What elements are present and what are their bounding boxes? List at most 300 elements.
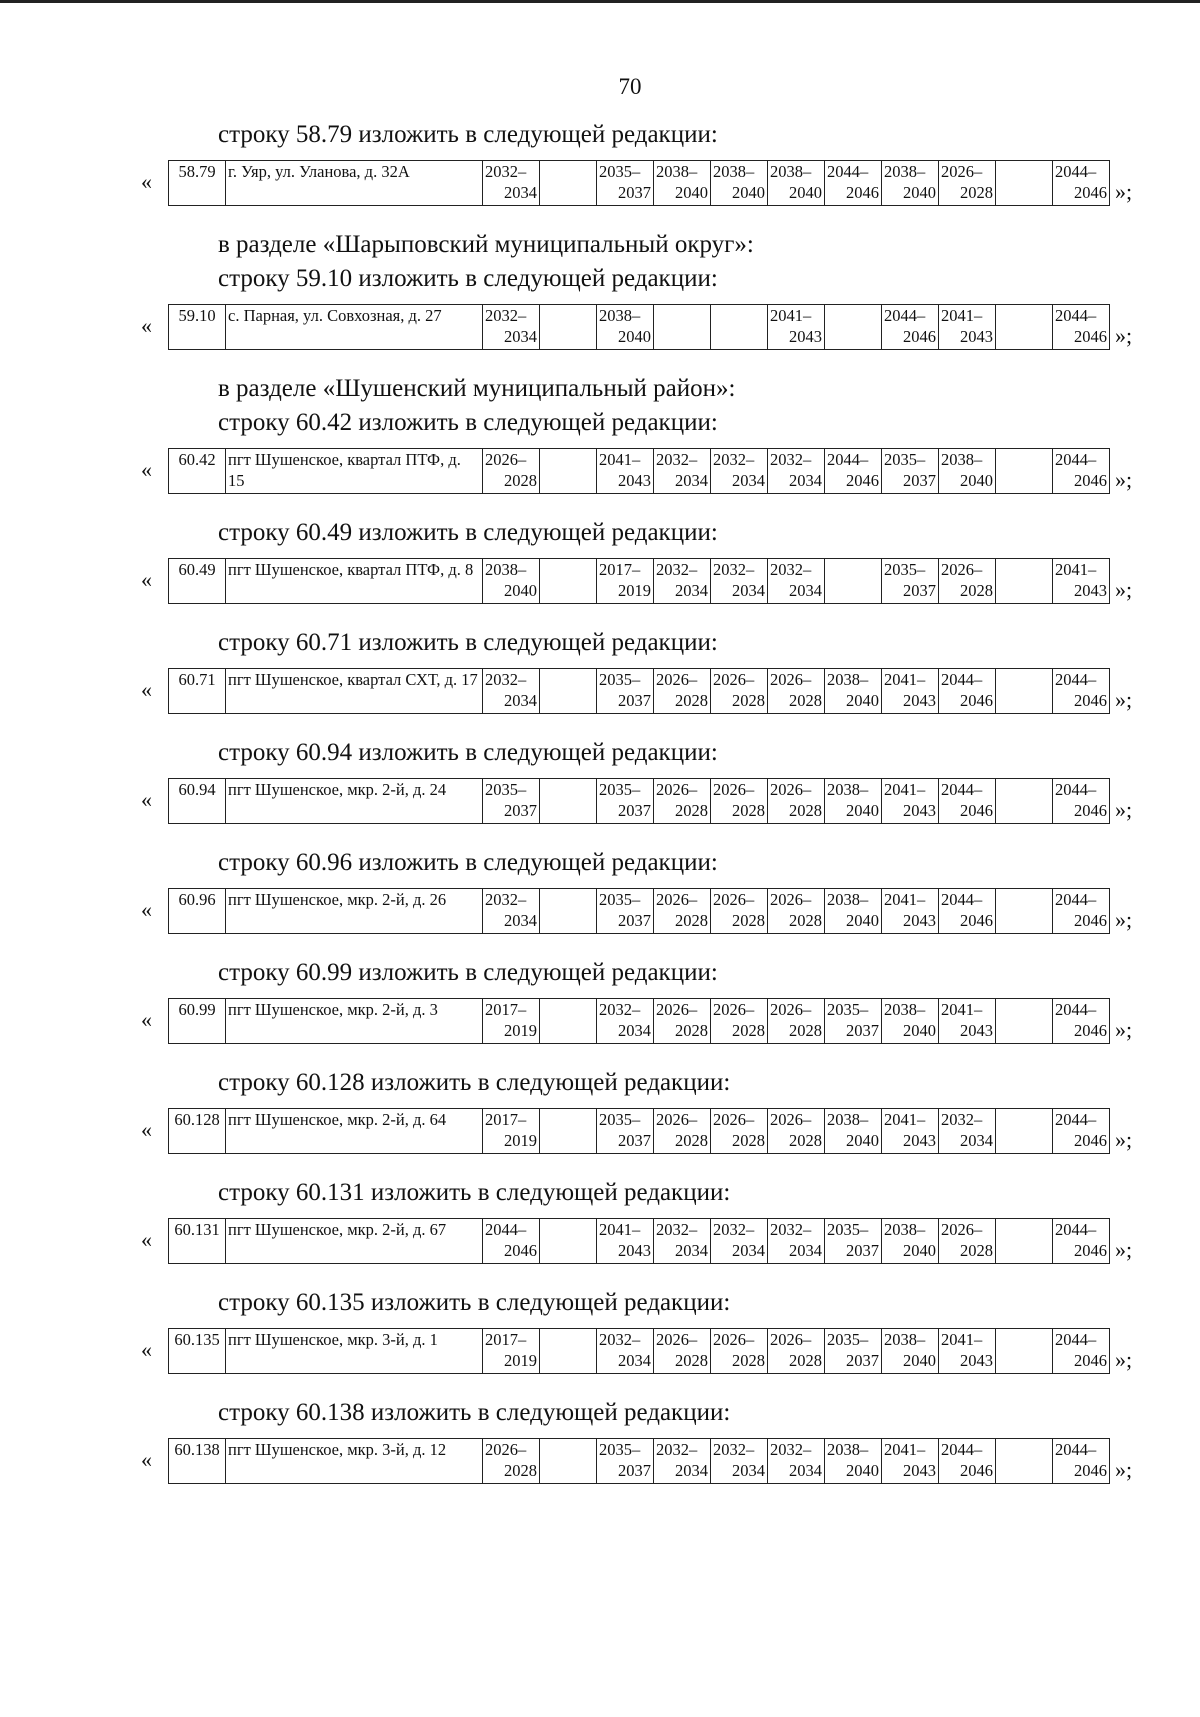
- period-cell: [768, 1329, 825, 1374]
- period-start: 2041–: [770, 306, 812, 325]
- amendment-row: [0, 1218, 1200, 1264]
- period-start: 2044–: [941, 780, 983, 799]
- period-end: 2034: [618, 1021, 651, 1040]
- period-end: 2037: [903, 581, 936, 600]
- period-start: 2041–: [941, 1000, 983, 1019]
- period-start: 2041–: [941, 1330, 983, 1349]
- period-cell: [711, 669, 768, 714]
- period-end: 2046: [1074, 1241, 1107, 1260]
- amendment-heading: строку 60.135 изложить в следующей редакции:: [218, 1289, 731, 1316]
- amendment-section: [0, 626, 1200, 714]
- opening-quote: «: [141, 1007, 152, 1032]
- period-cell: [882, 1439, 939, 1484]
- period-end: 2040: [618, 327, 651, 346]
- period-cell: [540, 779, 597, 824]
- period-cell: [711, 889, 768, 934]
- record-table: [168, 558, 1110, 604]
- period-end: 2034: [675, 1461, 708, 1480]
- record-number: 60.94: [169, 779, 226, 824]
- period-cell: [711, 305, 768, 350]
- period-end: 2028: [504, 471, 537, 490]
- period-cell: [483, 1329, 540, 1374]
- period-end: 2028: [789, 1351, 822, 1370]
- period-end: 2046: [1074, 1351, 1107, 1370]
- period-start: 2038–: [485, 560, 527, 579]
- period-start: 2026–: [656, 1330, 698, 1349]
- period-cell: [711, 779, 768, 824]
- period-cell: [882, 669, 939, 714]
- period-end: 2046: [1074, 691, 1107, 710]
- period-end: 2028: [504, 1461, 537, 1480]
- closing-quote: »;: [1115, 1347, 1133, 1372]
- period-cell: [540, 1329, 597, 1374]
- period-end: 2034: [789, 471, 822, 490]
- period-start: 2035–: [884, 560, 926, 579]
- period-start: 2026–: [713, 890, 755, 909]
- period-end: 2046: [504, 1241, 537, 1260]
- period-start: 2041–: [599, 1220, 641, 1239]
- closing-quote: »;: [1115, 467, 1133, 492]
- period-start: 2038–: [599, 306, 641, 325]
- opening-quote: «: [141, 169, 152, 194]
- period-cell: [825, 779, 882, 824]
- period-cell: [654, 305, 711, 350]
- period-start: 2035–: [599, 1110, 641, 1129]
- period-start: 2032–: [599, 1330, 641, 1349]
- amendment-row: [0, 304, 1200, 350]
- amendment-section: [0, 372, 1200, 494]
- record-number: 60.71: [169, 669, 226, 714]
- record-row: [169, 161, 1110, 206]
- page-number: 70: [618, 74, 642, 99]
- period-end: 2040: [903, 1351, 936, 1370]
- period-end: 2046: [960, 691, 993, 710]
- amendment-section: [0, 1176, 1200, 1264]
- period-end: 2040: [846, 691, 879, 710]
- period-cell: [939, 559, 996, 604]
- record-table: [168, 304, 1110, 350]
- period-start: 2032–: [770, 1220, 812, 1239]
- period-end: 2043: [903, 911, 936, 930]
- period-end: 2037: [846, 1351, 879, 1370]
- record-address: с. Парная, ул. Совхозная, д. 27: [226, 305, 483, 350]
- period-start: 2032–: [713, 1440, 755, 1459]
- period-start: 2017–: [485, 1000, 527, 1019]
- period-cell: [825, 305, 882, 350]
- period-end: 2034: [732, 1241, 765, 1260]
- opening-quote: «: [141, 1447, 152, 1472]
- period-start: 2032–: [485, 890, 527, 909]
- period-end: 2043: [789, 327, 822, 346]
- period-start: 2044–: [1055, 1440, 1097, 1459]
- period-cell: [882, 449, 939, 494]
- period-end: 2040: [903, 183, 936, 202]
- period-end: 2037: [618, 1131, 651, 1150]
- period-start: 2026–: [770, 780, 812, 799]
- period-end: 2028: [732, 1351, 765, 1370]
- period-end: 2034: [504, 691, 537, 710]
- period-end: 2043: [960, 327, 993, 346]
- period-start: 2026–: [713, 1110, 755, 1129]
- period-cell: [654, 999, 711, 1044]
- period-end: 2037: [618, 1461, 651, 1480]
- period-cell: [825, 449, 882, 494]
- period-cell: [1053, 889, 1110, 934]
- period-end: 2019: [504, 1351, 537, 1370]
- period-end: 2034: [675, 1241, 708, 1260]
- period-start: 2044–: [1055, 1000, 1097, 1019]
- period-end: 2043: [618, 1241, 651, 1260]
- period-end: 2043: [903, 801, 936, 820]
- record-address: г. Уяр, ул. Уланова, д. 32А: [226, 161, 483, 206]
- record-number: 59.10: [169, 305, 226, 350]
- period-cell: [768, 161, 825, 206]
- period-end: 2037: [618, 183, 651, 202]
- period-start: 2044–: [941, 890, 983, 909]
- period-start: 2044–: [1055, 1110, 1097, 1129]
- top-border-line: [0, 0, 1200, 3]
- period-cell: [825, 669, 882, 714]
- period-cell: [939, 889, 996, 934]
- period-end: 2040: [846, 801, 879, 820]
- amendment-row: [0, 448, 1200, 494]
- opening-quote: «: [141, 313, 152, 338]
- opening-quote: «: [141, 567, 152, 592]
- amendment-row: [0, 160, 1200, 206]
- record-row: [169, 1439, 1110, 1484]
- period-start: 2044–: [884, 306, 926, 325]
- amendment-section: [0, 1286, 1200, 1374]
- closing-quote: »;: [1115, 797, 1133, 822]
- period-cell: [882, 1109, 939, 1154]
- amendment-heading: строку 60.42 изложить в следующей редакции:: [218, 409, 718, 436]
- period-cell: [540, 1219, 597, 1264]
- period-start: 2038–: [827, 890, 869, 909]
- closing-quote: »;: [1115, 907, 1133, 932]
- record-address: пгт Шушенское, мкр. 3-й, д. 1: [226, 1329, 483, 1374]
- amendment-heading: строку 60.131 изложить в следующей редакции:: [218, 1179, 731, 1206]
- period-end: 2028: [732, 1021, 765, 1040]
- period-end: 2046: [960, 801, 993, 820]
- period-cell: [939, 1439, 996, 1484]
- period-end: 2034: [675, 581, 708, 600]
- record-number: 58.79: [169, 161, 226, 206]
- amendment-heading: строку 60.94 изложить в следующей редакции:: [218, 739, 718, 766]
- amendment-row: [0, 668, 1200, 714]
- period-cell: [711, 449, 768, 494]
- amendment-heading: в разделе «Шарыповский муниципальный округ»:: [218, 231, 754, 258]
- period-end: 2046: [846, 183, 879, 202]
- period-start: 2041–: [884, 1440, 926, 1459]
- period-end: 2040: [846, 1461, 879, 1480]
- period-end: 2040: [960, 471, 993, 490]
- record-table: [168, 1328, 1110, 1374]
- period-cell: [483, 1439, 540, 1484]
- period-end: 2037: [903, 471, 936, 490]
- period-cell: [1053, 779, 1110, 824]
- amendment-heading: в разделе «Шушенский муниципальный район»:: [218, 375, 736, 402]
- period-start: 2035–: [884, 450, 926, 469]
- period-cell: [768, 1219, 825, 1264]
- period-start: 2032–: [713, 450, 755, 469]
- period-start: 2026–: [941, 560, 983, 579]
- period-end: 2037: [618, 691, 651, 710]
- period-cell: [996, 1439, 1053, 1484]
- period-cell: [825, 161, 882, 206]
- period-end: 2043: [903, 691, 936, 710]
- period-cell: [1053, 1439, 1110, 1484]
- record-address: пгт Шушенское, мкр. 2-й, д. 3: [226, 999, 483, 1044]
- period-cell: [654, 449, 711, 494]
- period-cell: [597, 161, 654, 206]
- period-cell: [768, 1109, 825, 1154]
- period-cell: [540, 1439, 597, 1484]
- amendment-heading: строку 59.10 изложить в следующей редакции:: [218, 265, 718, 292]
- period-start: 2032–: [941, 1110, 983, 1129]
- record-table: [168, 888, 1110, 934]
- period-cell: [540, 305, 597, 350]
- period-start: 2026–: [770, 1330, 812, 1349]
- period-start: 2044–: [827, 162, 869, 181]
- period-cell: [540, 999, 597, 1044]
- period-end: 2040: [903, 1021, 936, 1040]
- opening-quote: «: [141, 457, 152, 482]
- period-cell: [597, 449, 654, 494]
- period-cell: [996, 1109, 1053, 1154]
- period-cell: [597, 999, 654, 1044]
- period-start: 2044–: [941, 670, 983, 689]
- record-address: пгт Шушенское, квартал ПТФ, д. 8: [226, 559, 483, 604]
- period-end: 2037: [846, 1021, 879, 1040]
- period-cell: [483, 559, 540, 604]
- period-cell: [996, 559, 1053, 604]
- period-start: 2035–: [599, 670, 641, 689]
- period-cell: [768, 449, 825, 494]
- period-cell: [597, 1109, 654, 1154]
- period-cell: [654, 161, 711, 206]
- record-address: пгт Шушенское, квартал ПТФ, д. 15: [226, 449, 483, 494]
- period-start: 2044–: [1055, 306, 1097, 325]
- period-start: 2044–: [827, 450, 869, 469]
- period-end: 2034: [504, 911, 537, 930]
- period-start: 2044–: [1055, 1330, 1097, 1349]
- period-cell: [825, 889, 882, 934]
- period-start: 2026–: [941, 1220, 983, 1239]
- opening-quote: «: [141, 1337, 152, 1362]
- period-cell: [996, 1329, 1053, 1374]
- period-start: 2026–: [941, 162, 983, 181]
- period-cell: [654, 1219, 711, 1264]
- period-start: 2038–: [827, 780, 869, 799]
- period-end: 2028: [789, 1131, 822, 1150]
- period-cell: [540, 449, 597, 494]
- period-end: 2034: [732, 581, 765, 600]
- period-end: 2046: [960, 911, 993, 930]
- period-end: 2028: [960, 1241, 993, 1260]
- period-end: 2046: [846, 471, 879, 490]
- opening-quote: «: [141, 897, 152, 922]
- opening-quote: «: [141, 1117, 152, 1142]
- period-cell: [483, 449, 540, 494]
- period-cell: [1053, 449, 1110, 494]
- record-number: 60.128: [169, 1109, 226, 1154]
- period-end: 2034: [504, 327, 537, 346]
- period-start: 2035–: [485, 780, 527, 799]
- record-number: 60.131: [169, 1219, 226, 1264]
- period-cell: [654, 669, 711, 714]
- record-row: [169, 1109, 1110, 1154]
- record-address: пгт Шушенское, мкр. 2-й, д. 67: [226, 1219, 483, 1264]
- period-cell: [939, 305, 996, 350]
- period-cell: [825, 559, 882, 604]
- period-cell: [1053, 1109, 1110, 1154]
- period-start: 2044–: [1055, 890, 1097, 909]
- closing-quote: »;: [1115, 1237, 1133, 1262]
- period-end: 2046: [1074, 471, 1107, 490]
- period-end: 2034: [732, 1461, 765, 1480]
- period-end: 2046: [1074, 1131, 1107, 1150]
- record-row: [169, 559, 1110, 604]
- period-start: 2026–: [656, 890, 698, 909]
- period-end: 2028: [675, 801, 708, 820]
- period-cell: [882, 999, 939, 1044]
- record-number: 60.99: [169, 999, 226, 1044]
- period-end: 2043: [960, 1021, 993, 1040]
- period-cell: [654, 1439, 711, 1484]
- period-start: 2035–: [599, 1440, 641, 1459]
- period-cell: [711, 1219, 768, 1264]
- closing-quote: »;: [1115, 1127, 1133, 1152]
- period-start: 2044–: [941, 1440, 983, 1459]
- period-end: 2046: [960, 1461, 993, 1480]
- period-cell: [825, 1329, 882, 1374]
- period-cell: [1053, 669, 1110, 714]
- period-start: 2026–: [656, 1110, 698, 1129]
- period-end: 2028: [732, 691, 765, 710]
- period-cell: [711, 999, 768, 1044]
- amendment-section: [0, 118, 1200, 206]
- period-end: 2046: [1074, 1461, 1107, 1480]
- amendment-section: [0, 956, 1200, 1044]
- period-cell: [654, 1109, 711, 1154]
- period-start: 2026–: [713, 780, 755, 799]
- period-end: 2043: [1074, 581, 1107, 600]
- period-cell: [768, 559, 825, 604]
- period-cell: [825, 1219, 882, 1264]
- period-start: 2041–: [884, 890, 926, 909]
- period-end: 2028: [675, 1131, 708, 1150]
- period-cell: [540, 669, 597, 714]
- period-end: 2028: [732, 1131, 765, 1150]
- amendment-row: [0, 1328, 1200, 1374]
- period-cell: [939, 999, 996, 1044]
- period-cell: [882, 305, 939, 350]
- period-end: 2028: [732, 911, 765, 930]
- period-cell: [882, 779, 939, 824]
- period-start: 2026–: [656, 780, 698, 799]
- period-end: 2019: [504, 1021, 537, 1040]
- period-cell: [597, 1219, 654, 1264]
- period-cell: [996, 669, 1053, 714]
- period-start: 2032–: [599, 1000, 641, 1019]
- period-start: 2026–: [770, 1110, 812, 1129]
- period-start: 2044–: [1055, 1220, 1097, 1239]
- record-row: [169, 889, 1110, 934]
- period-end: 2046: [1074, 327, 1107, 346]
- period-cell: [597, 889, 654, 934]
- period-start: 2035–: [827, 1000, 869, 1019]
- record-row: [169, 999, 1110, 1044]
- period-end: 2028: [675, 911, 708, 930]
- period-cell: [483, 1219, 540, 1264]
- period-start: 2041–: [599, 450, 641, 469]
- record-table: [168, 1108, 1110, 1154]
- period-start: 2041–: [884, 780, 926, 799]
- amendment-heading: строку 60.99 изложить в следующей редакции:: [218, 959, 718, 986]
- period-cell: [882, 1219, 939, 1264]
- period-start: 2038–: [884, 1220, 926, 1239]
- period-start: 2026–: [656, 1000, 698, 1019]
- period-start: 2035–: [827, 1330, 869, 1349]
- amendment-row: [0, 1438, 1200, 1484]
- period-cell: [540, 559, 597, 604]
- period-cell: [1053, 305, 1110, 350]
- period-cell: [825, 1439, 882, 1484]
- period-start: 2035–: [599, 780, 641, 799]
- amendment-row: [0, 998, 1200, 1044]
- amendment-heading: строку 60.71 изложить в следующей редакции:: [218, 629, 718, 656]
- amendment-row: [0, 888, 1200, 934]
- period-cell: [825, 1109, 882, 1154]
- period-start: 2038–: [884, 1330, 926, 1349]
- record-row: [169, 1219, 1110, 1264]
- period-cell: [597, 1439, 654, 1484]
- closing-quote: »;: [1115, 1017, 1133, 1042]
- record-table: [168, 1438, 1110, 1484]
- amendment-heading: строку 58.79 изложить в следующей редакции:: [218, 121, 718, 148]
- record-address: пгт Шушенское, мкр. 2-й, д. 24: [226, 779, 483, 824]
- period-end: 2034: [789, 1461, 822, 1480]
- period-cell: [768, 999, 825, 1044]
- period-cell: [996, 161, 1053, 206]
- period-start: 2044–: [485, 1220, 527, 1239]
- period-cell: [711, 1329, 768, 1374]
- period-start: 2038–: [770, 162, 812, 181]
- period-start: 2041–: [941, 306, 983, 325]
- period-cell: [939, 1109, 996, 1154]
- period-start: 2026–: [713, 1000, 755, 1019]
- period-start: 2038–: [884, 1000, 926, 1019]
- period-start: 2017–: [599, 560, 641, 579]
- period-end: 2046: [903, 327, 936, 346]
- closing-quote: »;: [1115, 179, 1133, 204]
- period-cell: [711, 1439, 768, 1484]
- closing-quote: »;: [1115, 577, 1133, 602]
- period-end: 2028: [960, 581, 993, 600]
- period-cell: [711, 559, 768, 604]
- period-start: 2032–: [656, 1220, 698, 1239]
- period-end: 2043: [618, 471, 651, 490]
- amendment-section: [0, 1396, 1200, 1484]
- closing-quote: »;: [1115, 323, 1133, 348]
- amendment-heading: строку 60.96 изложить в следующей редакции:: [218, 849, 718, 876]
- period-end: 2043: [903, 1461, 936, 1480]
- record-table: [168, 668, 1110, 714]
- period-cell: [483, 669, 540, 714]
- period-start: 2035–: [599, 162, 641, 181]
- period-cell: [1053, 559, 1110, 604]
- period-cell: [768, 305, 825, 350]
